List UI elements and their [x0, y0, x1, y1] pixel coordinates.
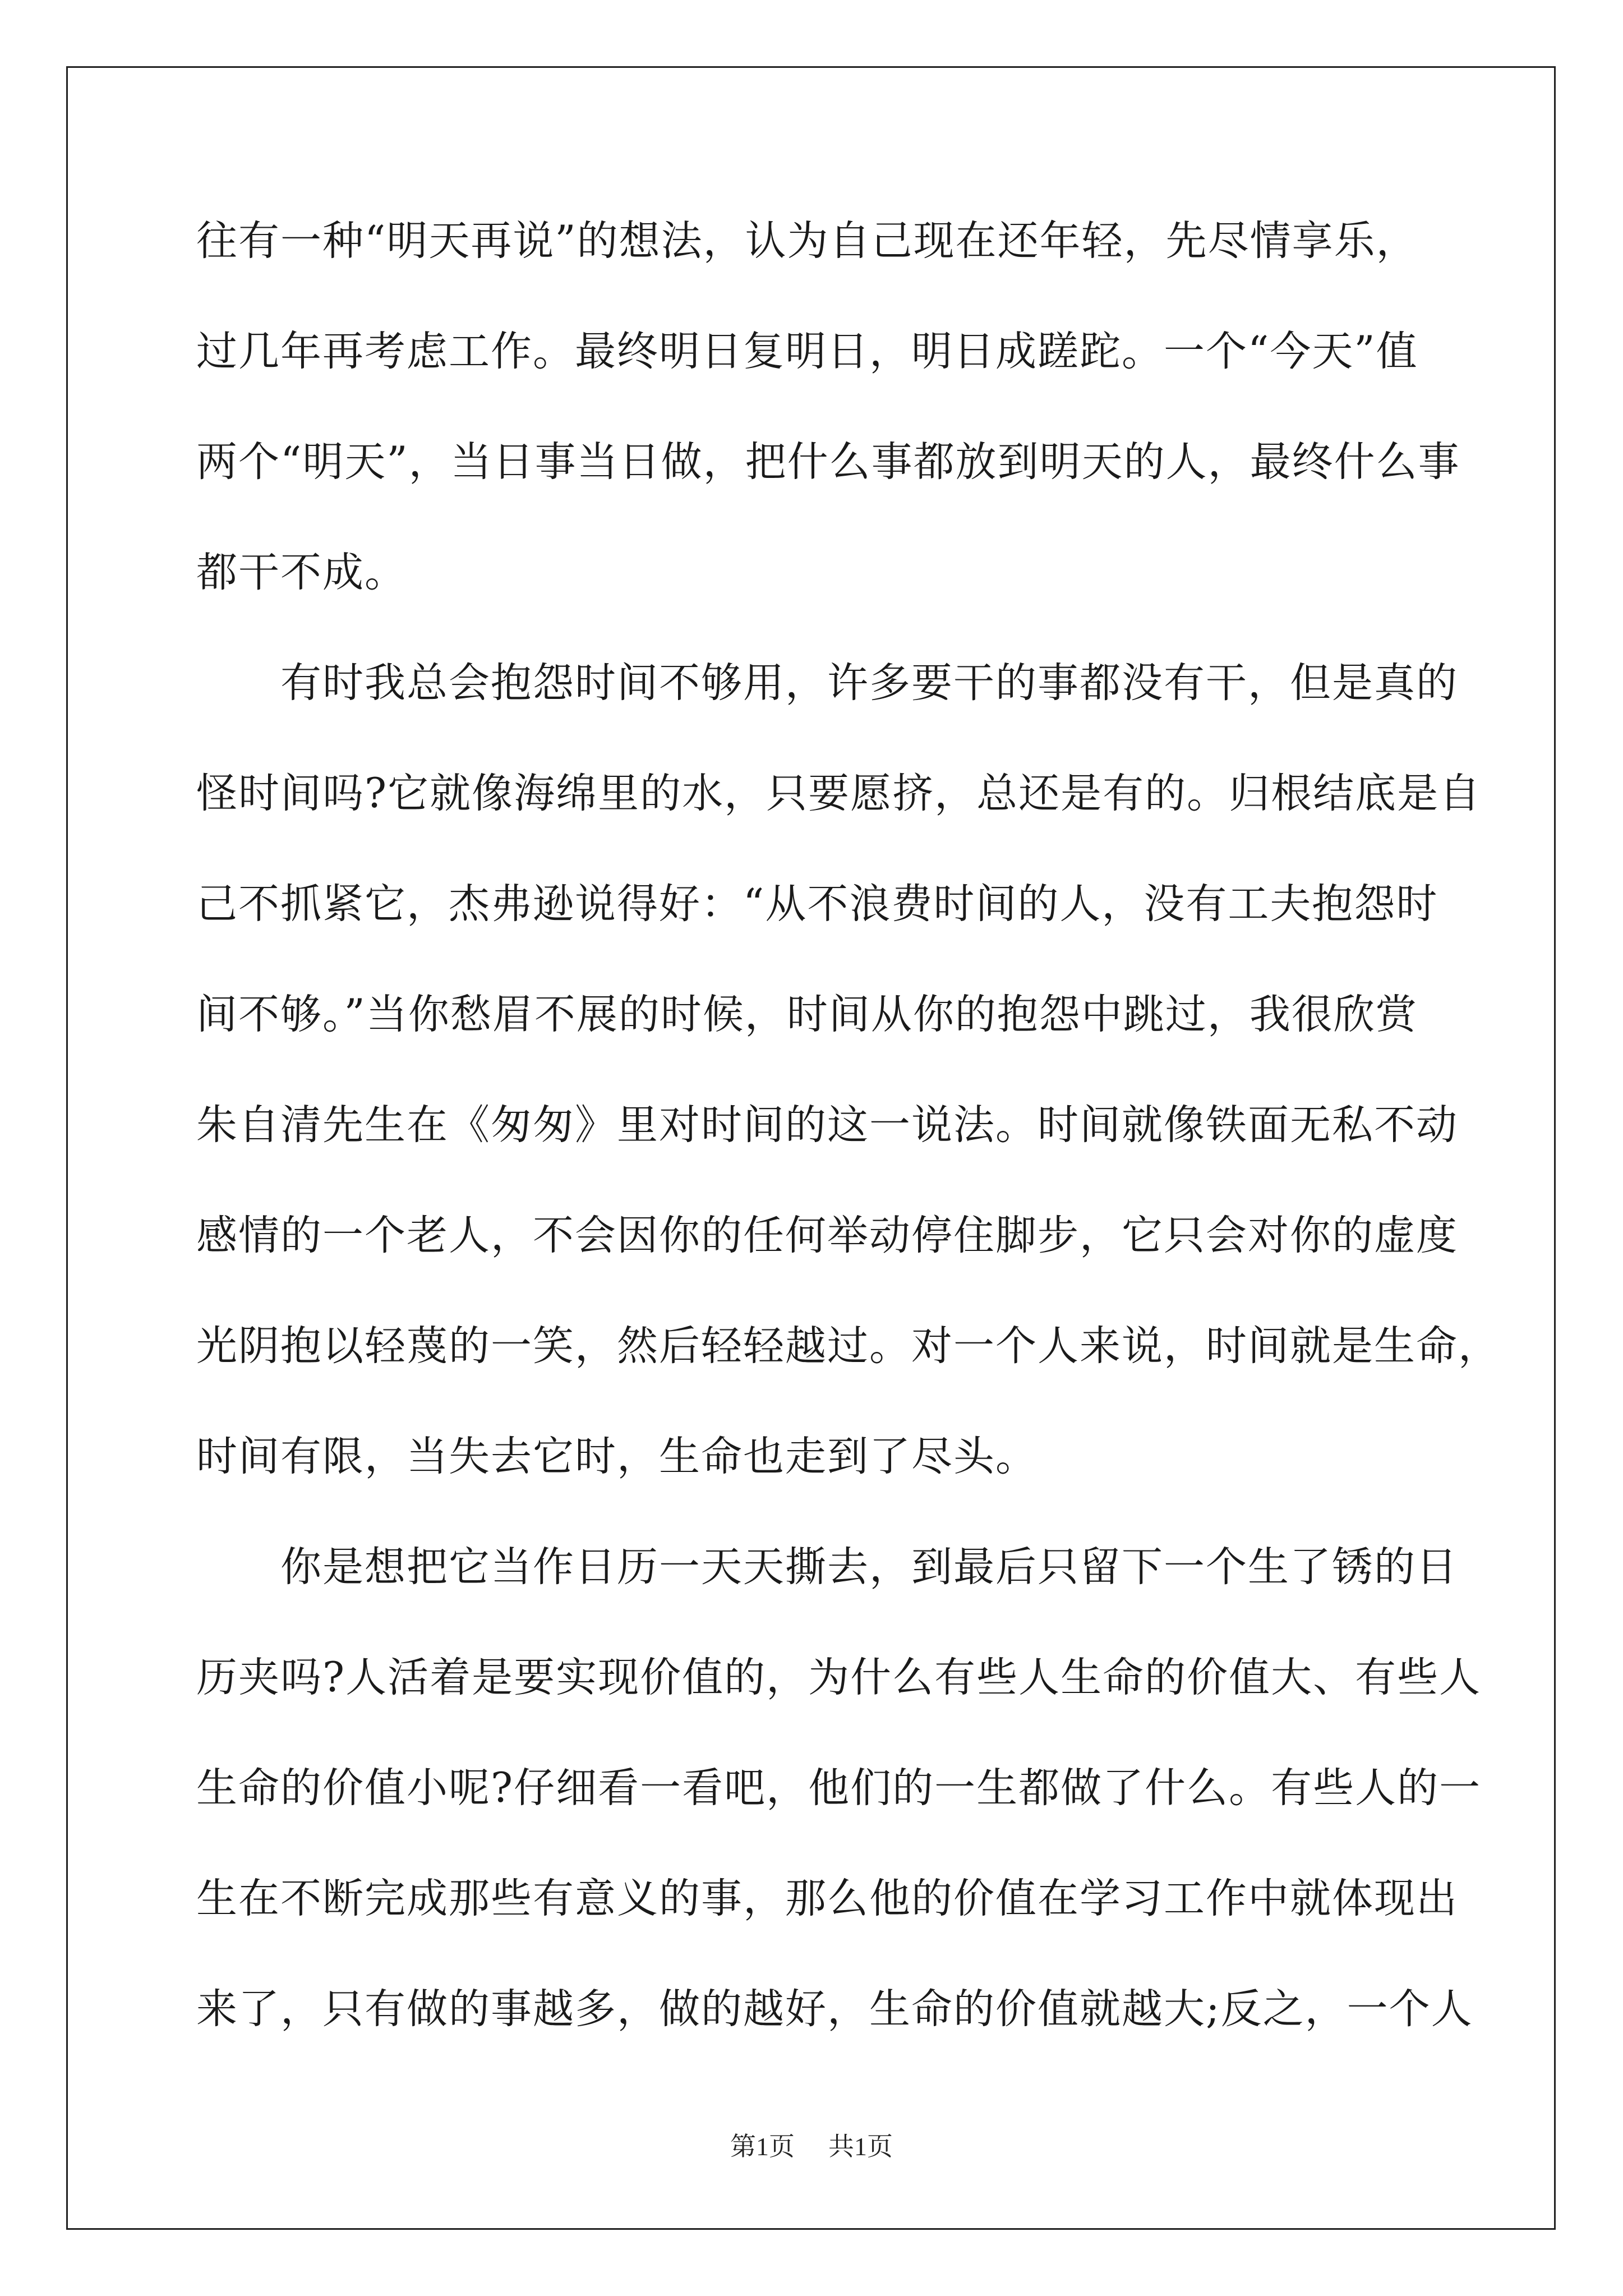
- text-line: 过几年再考虑工作。最终明日复明日，明日成蹉跎。一个“今天”值: [196, 328, 1418, 375]
- text-line: 你是想把它当作日历一天天撕去，到最后只留下一个生了锈的日: [196, 1543, 1458, 1591]
- text-line: 怪时间吗?它就像海绵里的水，只要愿挤，总还是有的。归根结底是自: [196, 770, 1482, 817]
- text-line: 朱自清先生在《匆匆》里对时间的这一说法。时间就像铁面无私不动: [196, 1101, 1458, 1149]
- text-line: 生命的价值小呢?仔细看一看吧，他们的一生都做了什么。有些人的一: [196, 1764, 1482, 1812]
- text-line: 光阴抱以轻蔑的一笑，然后轻轻越过。对一个人来说，时间就是生命，: [196, 1322, 1500, 1370]
- text-line: 生在不断完成那些有意义的事，那么他的价值在学习工作中就体现出: [196, 1875, 1458, 1922]
- text-line: 来了，只有做的事越多，做的越好，生命的价值就越大;反之，一个人: [196, 1985, 1473, 2033]
- page-footer: [0, 2126, 1623, 2163]
- text-line: 己不抓紧它，杰弗逊说得好：“从不浪费时间的人，没有工夫抱怨时: [196, 880, 1438, 928]
- text-line: 往有一种“明天再说”的想法，认为自己现在还年轻，先尽情享乐，: [196, 217, 1418, 265]
- text-line: 历夹吗?人活着是要实现价值的，为什么有些人生命的价值大、有些人: [196, 1654, 1482, 1701]
- page-number: 第1页: [730, 2132, 795, 2161]
- text-line: 两个“明天”，当日事当日做，把什么事都放到明天的人，最终什么事: [196, 438, 1460, 486]
- text-line: 间不够。”当你愁眉不展的时候，时间从你的抱怨中跳过，我很欣赏: [196, 991, 1418, 1038]
- text-line: 有时我总会抱怨时间不够用，许多要干的事都没有干，但是真的: [196, 659, 1458, 707]
- page-total: 共1页: [828, 2132, 893, 2161]
- text-line: 时间有限，当失去它时，生命也走到了尽头。: [196, 1433, 1038, 1480]
- text-line: 都干不成。: [196, 549, 407, 596]
- text-line: 感情的一个老人，不会因你的任何举动停住脚步，它只会对你的虚度: [196, 1212, 1458, 1259]
